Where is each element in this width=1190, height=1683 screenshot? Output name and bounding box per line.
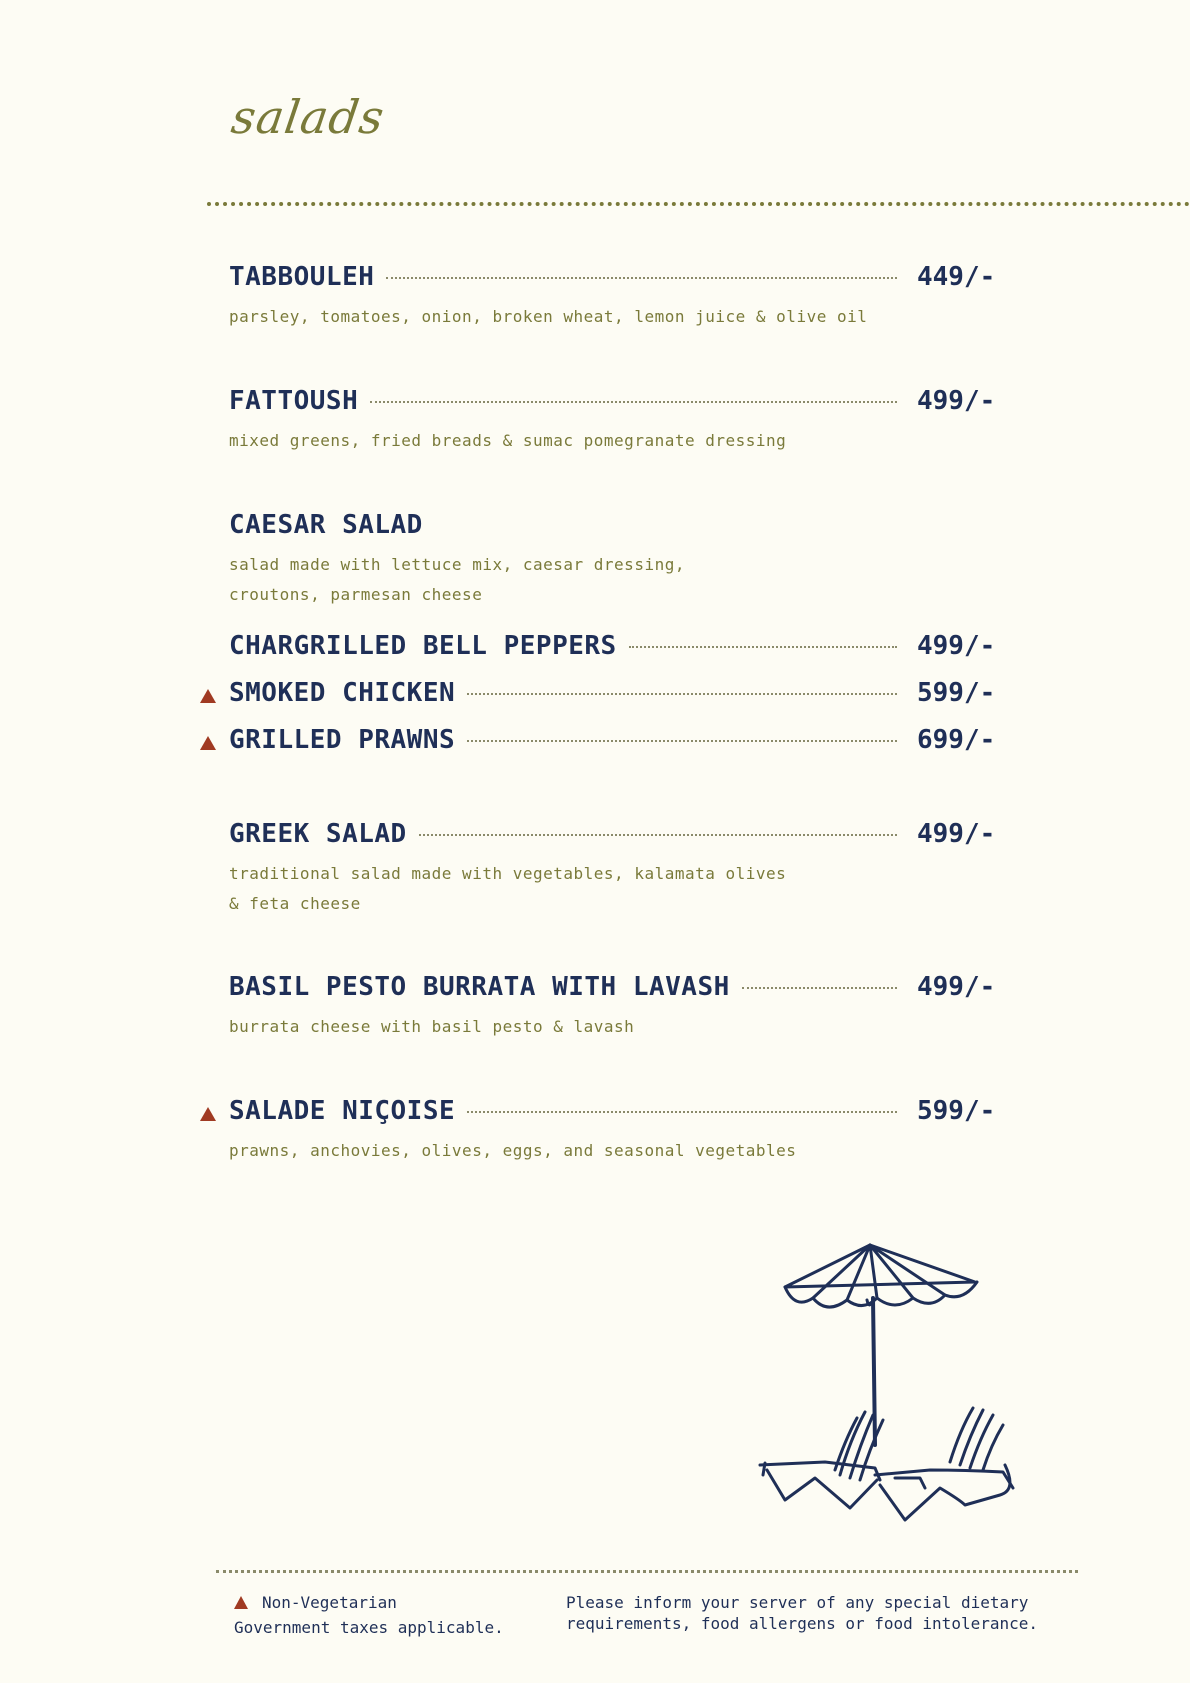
menu-item-caesar-salad [229,510,1009,610]
dotted-leader [742,987,897,989]
item-description: burrata cheese with basil pesto & lavash [229,1017,635,1036]
dotted-leader [629,646,897,648]
tax-note: Government taxes applicable. [234,1618,504,1637]
non-veg-triangle-icon [200,689,216,703]
dotted-leader [467,740,897,742]
item-price: 499/- [917,386,996,416]
item-description-line: & feta cheese [229,894,361,913]
item-name: GREEK SALAD [229,819,407,849]
page-title: salads [228,90,389,144]
menu-item-greek-salad [229,819,1009,919]
menu-item-smoked-chicken [229,678,1009,716]
allergen-notice-line: requirements, food allergens or food intolerance. [566,1614,1039,1633]
non-veg-triangle-icon [200,1107,216,1121]
item-name: FATTOUSH [229,386,359,416]
item-price: 449/- [917,262,996,292]
top-divider [207,202,1190,206]
item-description-line: salad made with lettuce mix, caesar dressing, [229,555,685,574]
non-veg-triangle-icon [200,736,216,750]
dotted-leader [370,401,897,403]
item-price: 499/- [917,819,996,849]
item-description-line: croutons, parmesan cheese [229,585,483,604]
item-description: prawns, anchovies, olives, eggs, and seasonal vegetables [229,1141,797,1160]
item-price: 599/- [917,1096,996,1126]
item-description: mixed greens, fried breads & sumac pomegranate dressing [229,431,787,450]
item-description [229,550,1009,610]
menu-item-grilled-prawns [229,725,1009,763]
item-name: CAESAR SALAD [229,510,423,540]
item-price: 499/- [917,972,996,1002]
legend-row [234,1590,504,1615]
dotted-leader [467,1111,897,1113]
item-description [229,859,1009,919]
dotted-leader [419,834,897,836]
item-name: BASIL PESTO BURRATA WITH LAVASH [229,972,730,1002]
menu-item-salade-nicoise [229,1096,1009,1166]
menu-item-basil-pesto-burrata [229,972,1009,1042]
item-price: 599/- [917,678,996,708]
footer-legend [234,1590,504,1640]
legend-label: Non-Vegetarian [262,1593,397,1612]
item-name: GRILLED PRAWNS [229,725,456,755]
item-name: CHARGRILLED BELL PEPPERS [229,631,617,661]
footer-divider [216,1570,1078,1573]
non-veg-triangle-icon [234,1596,248,1609]
dotted-leader [386,277,897,279]
item-price: 699/- [917,725,996,755]
item-name: SALADE NIÇOISE [229,1096,456,1126]
allergen-notice-line: Please inform your server of any special dietary [566,1593,1029,1612]
item-name: SMOKED CHICKEN [229,678,456,708]
item-description-line: traditional salad made with vegetables, kalamata olives [229,864,787,883]
dotted-leader [467,693,897,695]
menu-item-fattoush [229,386,1009,456]
item-description: parsley, tomatoes, onion, broken wheat, lemon juice & olive oil [229,307,868,326]
item-price: 499/- [917,631,996,661]
beach-umbrella-chairs-illustration [755,1240,1025,1540]
allergen-notice [566,1592,1046,1634]
item-name: TABBOULEH [229,262,375,292]
menu-item-chargrilled-bell-peppers [229,631,1009,669]
menu-item-tabbouleh [229,262,1009,332]
